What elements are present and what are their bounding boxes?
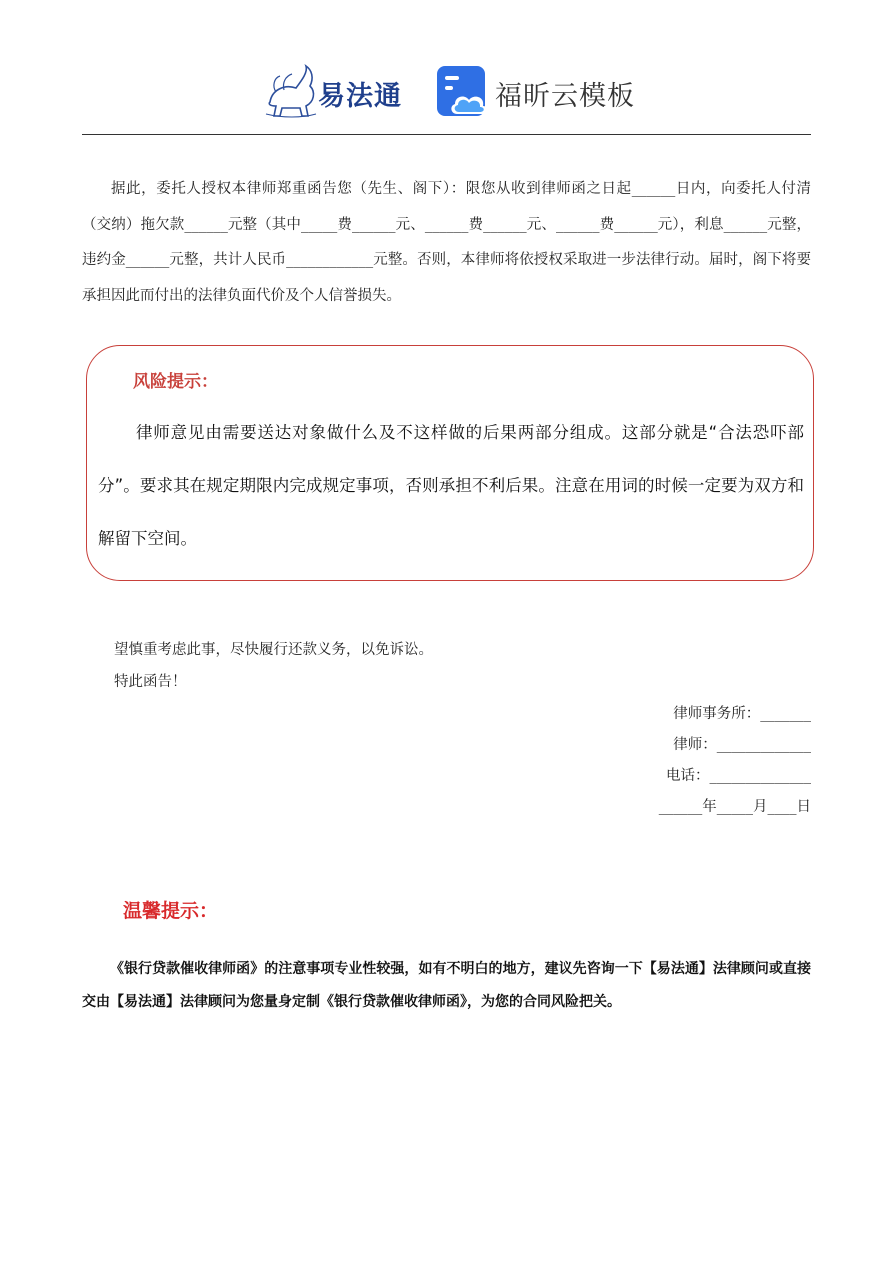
signature-phone: 电话：______________ [666,768,811,784]
signature-law-firm: 律师事务所：_______ [673,706,811,722]
closing-line-1: 望慎重考虑此事，尽快履行还款义务，以免诉讼。 [114,642,433,658]
tip-body: 《银行贷款催收律师函》的注意事项专业性较强，如有不明白的地方，建议先咨询一下【易法通】法律顾问或直接交由【易法通】法律顾问为您量身定制《银行贷款催收律师函》，为您的合同风险把关。 [82,961,811,1010]
signature-date: ______年_____月____日 [658,799,811,815]
header-logos [262,62,642,122]
logo-foxit-text: 福昕云模板 [495,81,635,112]
risk-notice-title: 风险提示： [133,372,218,392]
letter-demand-paragraph: 据此，委托人授权本律师郑重函告您（先生、阁下）：限您从收到律师函之日起______日内，向委托人付清（交纳）拖欠款______元整（其中_____费______元、______费______元、______费______元），利息______元整，违约金______元整，共计人民币____________元整。否则，本律师将依授权采取进一步法律行动。届时，阁下将要承担因此而付出的法律负面代价及个人信誉损失。 [82,181,811,304]
foxit-cloud-logo-icon [435,64,491,120]
risk-notice-body: 律师意见由需要送达对象做什么及不这样做的后果两部分组成。这部分就是“合法恐吓部分”。要求其在规定期限内完成规定事项，否则承担不利后果。注意在用词的时候一定要为双方和解留下空间。 [98,423,804,548]
header-divider [82,134,811,135]
logo-yifatong-text: 易法通 [318,81,402,112]
signature-lawyer: 律师：_____________ [673,737,811,753]
closing-line-2: 特此函告！ [114,674,187,690]
tip-title: 温馨提示： [123,900,219,922]
